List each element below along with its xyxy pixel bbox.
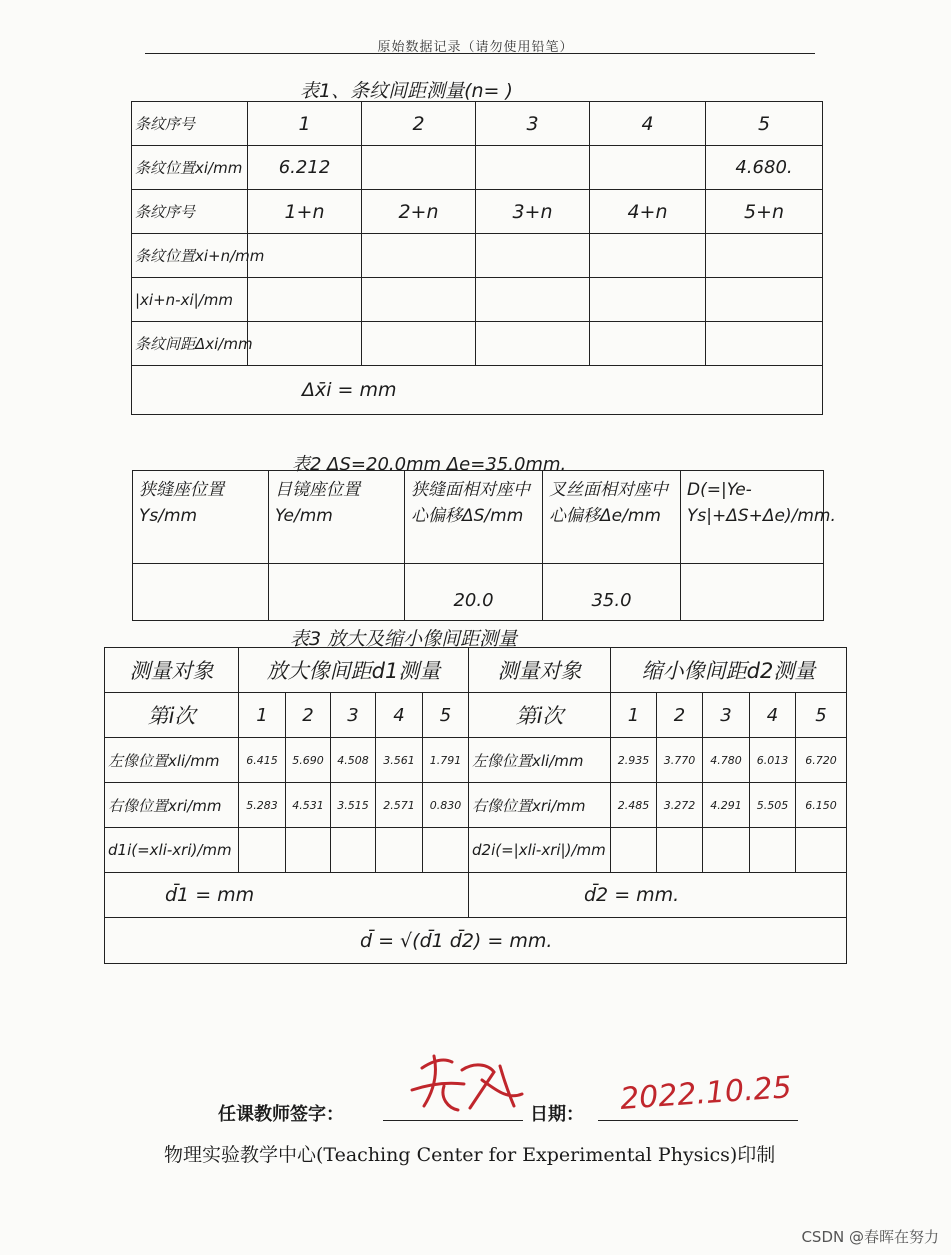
table-cell: 左像位置xli/mm — [469, 738, 611, 783]
table1-mean: Δx̄i = mm — [132, 366, 823, 415]
table-cell: 第i次 — [469, 693, 611, 738]
table-cell: 6.212 — [248, 146, 362, 190]
table-cell — [423, 828, 469, 873]
table-header-cell: 狭缝面相对座中心偏移ΔS/mm — [405, 471, 543, 564]
table-cell: 3.272 — [657, 783, 703, 828]
table-cell — [590, 278, 706, 322]
table-cell: 5.283 — [239, 783, 286, 828]
table-cell: 右像位置xri/mm — [469, 783, 611, 828]
table-cell: 3 — [476, 102, 590, 146]
table-cell: 4.780 — [703, 738, 750, 783]
table-cell — [706, 322, 823, 366]
table-row — [132, 234, 823, 278]
table3-caption: 表3 放大及缩小像间距测量 — [290, 628, 518, 650]
table-row — [105, 918, 847, 964]
table-row — [132, 278, 823, 322]
table-cell — [362, 146, 476, 190]
table-cell — [706, 278, 823, 322]
table-row — [132, 102, 823, 146]
table-cell: 4 — [376, 693, 423, 738]
table-cell: 1 — [611, 693, 657, 738]
table-header-cell: 叉丝面相对座中心偏移Δe/mm — [543, 471, 681, 564]
table-cell — [681, 564, 824, 621]
table-cell — [248, 322, 362, 366]
table-cell — [706, 234, 823, 278]
table-cell: 1.791 — [423, 738, 469, 783]
table-cell: 条纹序号 — [132, 190, 248, 234]
table-cell: 2 — [362, 102, 476, 146]
table-cell: 条纹位置xi+n/mm — [132, 234, 248, 278]
table-cell: 6.720 — [796, 738, 847, 783]
table-cell: 2.571 — [376, 783, 423, 828]
printing-center: 物理实验教学中心(Teaching Center for Experimental Physics)印制 — [164, 1144, 776, 1166]
header-rule — [145, 53, 815, 54]
table-cell — [590, 322, 706, 366]
table-cell: 2+n — [362, 190, 476, 234]
table-cell — [362, 322, 476, 366]
table-cell: 3.515 — [331, 783, 376, 828]
table-cell: 2.935 — [611, 738, 657, 783]
table-cell: 缩小像间距d2测量 — [611, 648, 847, 693]
table-row — [105, 648, 847, 693]
table-cell — [590, 234, 706, 278]
table-cell: 放大像间距d1测量 — [239, 648, 469, 693]
table-header-cell: 狭缝座位置Ys/mm — [133, 471, 269, 564]
table-row — [132, 146, 823, 190]
table-cell — [590, 146, 706, 190]
table-cell — [133, 564, 269, 621]
table-row — [105, 873, 847, 918]
table-cell: 4.508 — [331, 738, 376, 783]
table-cell: 2 — [286, 693, 331, 738]
table1 — [131, 101, 823, 415]
table-row — [105, 828, 847, 873]
table-cell: 第i次 — [105, 693, 239, 738]
table-cell: 测量对象 — [105, 648, 239, 693]
table-cell — [362, 234, 476, 278]
table-row — [105, 738, 847, 783]
table-cell — [362, 278, 476, 322]
table-cell: 5 — [706, 102, 823, 146]
table-cell — [269, 564, 405, 621]
teacher-signature-label: 任课教师签字： — [218, 1104, 344, 1125]
table-cell — [476, 322, 590, 366]
watermark: CSDN @春晖在努力 — [801, 1228, 939, 1246]
final-d: d̄ = √(d̄1 d̄2) = mm. — [105, 918, 847, 964]
table-cell: 3.770 — [657, 738, 703, 783]
table-cell: 3 — [703, 693, 750, 738]
table-cell: 条纹序号 — [132, 102, 248, 146]
table-cell: 5 — [423, 693, 469, 738]
table-cell: 右像位置xri/mm — [105, 783, 239, 828]
date-underline — [598, 1120, 798, 1121]
table-row — [105, 693, 847, 738]
table-cell: 6.150 — [796, 783, 847, 828]
table-cell: 5.690 — [286, 738, 331, 783]
table1-caption: 表1、条纹间距测量(n= ) — [300, 80, 513, 102]
date-value: 2022.10.25 — [618, 1070, 793, 1117]
table-header-cell: D(=|Ye-Ys|+ΔS+Δe)/mm. — [681, 471, 824, 564]
table-cell: 5.505 — [750, 783, 796, 828]
table-cell: 左像位置xli/mm — [105, 738, 239, 783]
table-cell: d1i(=xli-xri)/mm — [105, 828, 239, 873]
table-cell: 5 — [796, 693, 847, 738]
date-label: 日期： — [530, 1104, 584, 1125]
mean-d1: d̄1 = mm — [105, 873, 469, 918]
table-cell: 0.830 — [423, 783, 469, 828]
table2-caption: 表2 ΔS=20.0mm Δe=35.0mm. — [292, 454, 567, 475]
table-cell: 6.013 — [750, 738, 796, 783]
table-cell: 3.561 — [376, 738, 423, 783]
table-cell — [476, 234, 590, 278]
table-cell: 1 — [239, 693, 286, 738]
table-cell: 5+n — [706, 190, 823, 234]
table-cell: 2.485 — [611, 783, 657, 828]
table-cell — [331, 828, 376, 873]
table-cell — [750, 828, 796, 873]
table-cell: 6.415 — [239, 738, 286, 783]
table-cell — [703, 828, 750, 873]
page-header-title: 原始数据记录（请勿使用铅笔） — [377, 40, 574, 55]
table-cell: 条纹间距Δxi/mm — [132, 322, 248, 366]
table-cell — [286, 828, 331, 873]
table3 — [104, 647, 847, 964]
table-cell: 4 — [750, 693, 796, 738]
table-cell — [248, 234, 362, 278]
table-cell: |xi+n-xi|/mm — [132, 278, 248, 322]
table-cell: 测量对象 — [469, 648, 611, 693]
table-row — [132, 322, 823, 366]
table-row — [132, 190, 823, 234]
table-cell — [796, 828, 847, 873]
table-row — [133, 471, 824, 564]
table-cell: 条纹位置xi/mm — [132, 146, 248, 190]
table-cell: 1 — [248, 102, 362, 146]
table-cell: 1+n — [248, 190, 362, 234]
table-cell: 20.0 — [405, 564, 543, 621]
table-cell — [376, 828, 423, 873]
table-cell: 4+n — [590, 190, 706, 234]
table-row — [133, 564, 824, 621]
table-cell: 4.531 — [286, 783, 331, 828]
table-row — [105, 783, 847, 828]
table-cell: 35.0 — [543, 564, 681, 621]
table-cell: 2 — [657, 693, 703, 738]
table-cell: 3+n — [476, 190, 590, 234]
table-cell: d2i(=|xli-xri|)/mm — [469, 828, 611, 873]
table-cell: 4.291 — [703, 783, 750, 828]
table-cell: 4 — [590, 102, 706, 146]
table-cell — [657, 828, 703, 873]
table-header-cell: 目镜座位置Ye/mm — [269, 471, 405, 564]
table-row — [132, 366, 823, 415]
table-cell — [611, 828, 657, 873]
signature-image — [404, 1050, 534, 1125]
table-cell — [476, 146, 590, 190]
table-cell: 4.680. — [706, 146, 823, 190]
table-cell — [248, 278, 362, 322]
table-cell — [476, 278, 590, 322]
table2 — [132, 470, 836, 621]
table-cell — [239, 828, 286, 873]
mean-d2: d̄2 = mm. — [469, 873, 847, 918]
table-cell: 3 — [331, 693, 376, 738]
